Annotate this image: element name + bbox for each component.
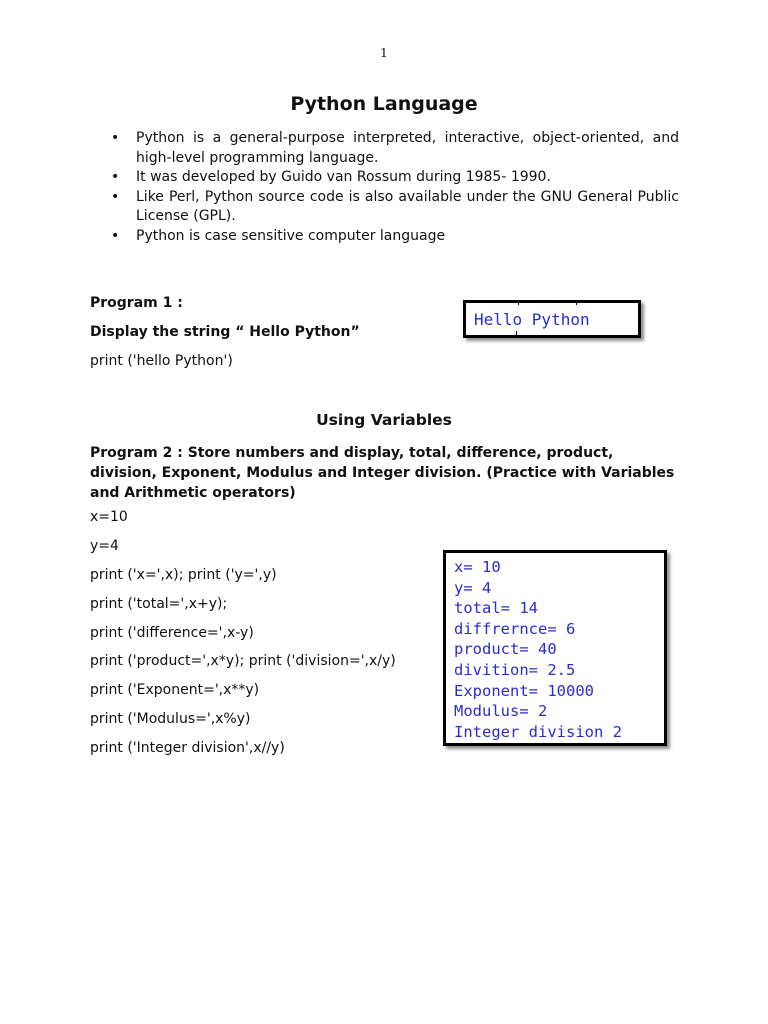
program2-code-line: print ('total=',x+y);: [90, 596, 228, 612]
crop-tick: [518, 300, 519, 305]
program1-label: Program 1 :: [90, 295, 183, 311]
program2-output-screenshot: [443, 550, 667, 746]
crop-tick: [576, 300, 577, 305]
bullet-item: • Python is case sensitive computer language: [111, 227, 679, 247]
program2-output-line: x= 10: [454, 558, 501, 576]
program2-code-line: print ('difference=',x-y): [90, 625, 254, 641]
program2-output-line: Exponent= 10000: [454, 681, 594, 700]
program2-code-line: x=10: [90, 509, 128, 525]
program2-output-line: diffrernce= 6: [454, 619, 576, 638]
bullet-item: • Python is a general-purpose interpreted, interactive, object-oriented, and high-level programming language.: [111, 129, 679, 168]
program2-output-line: total= 14: [454, 599, 538, 618]
program1-output-screenshot: [463, 300, 641, 338]
program1-code: print ('hello Python'): [90, 353, 233, 369]
program1-output-text: Hello Python: [474, 310, 590, 329]
bullet-item: • Like Perl, Python source code is also available under the GNU General Public License (GPL).: [111, 188, 679, 227]
program2-code-line: y=4: [90, 538, 119, 554]
bullet-item: • It was developed by Guido van Rossum during 1985- 1990.: [111, 168, 679, 188]
program2-output-line: Modulus= 2: [454, 702, 548, 721]
intro-bullet-list: [111, 129, 679, 246]
section-heading: Using Variables: [316, 411, 452, 429]
program2-code-line: print ('product=',x*y); print ('division=',x/y): [90, 653, 396, 669]
program2-output-line: divition= 2.5: [454, 660, 576, 679]
program2-code-line: print ('Exponent=',x**y): [90, 682, 260, 698]
program2-output-line: y= 4: [454, 578, 492, 597]
program2-heading: Program 2 : Store numbers and display, total, difference, product, division, Exponent, Modulus and Integer division. (Practice with Variables and Arithmetic operators): [90, 445, 675, 501]
program2-output-line: product= 40: [454, 640, 557, 659]
program1-description: Display the string “ Hello Python”: [90, 324, 360, 340]
page-number: 1: [380, 46, 388, 60]
program2-code-line: print ('Integer division',x//y): [90, 740, 285, 756]
crop-tick: [516, 331, 517, 336]
program2-output-line: Integer division 2: [454, 722, 622, 741]
program2-code-line: print ('x=',x); print ('y=',y): [90, 567, 277, 583]
page-title: Python Language: [290, 93, 478, 115]
program2-code-line: print ('Modulus=',x%y): [90, 711, 251, 727]
